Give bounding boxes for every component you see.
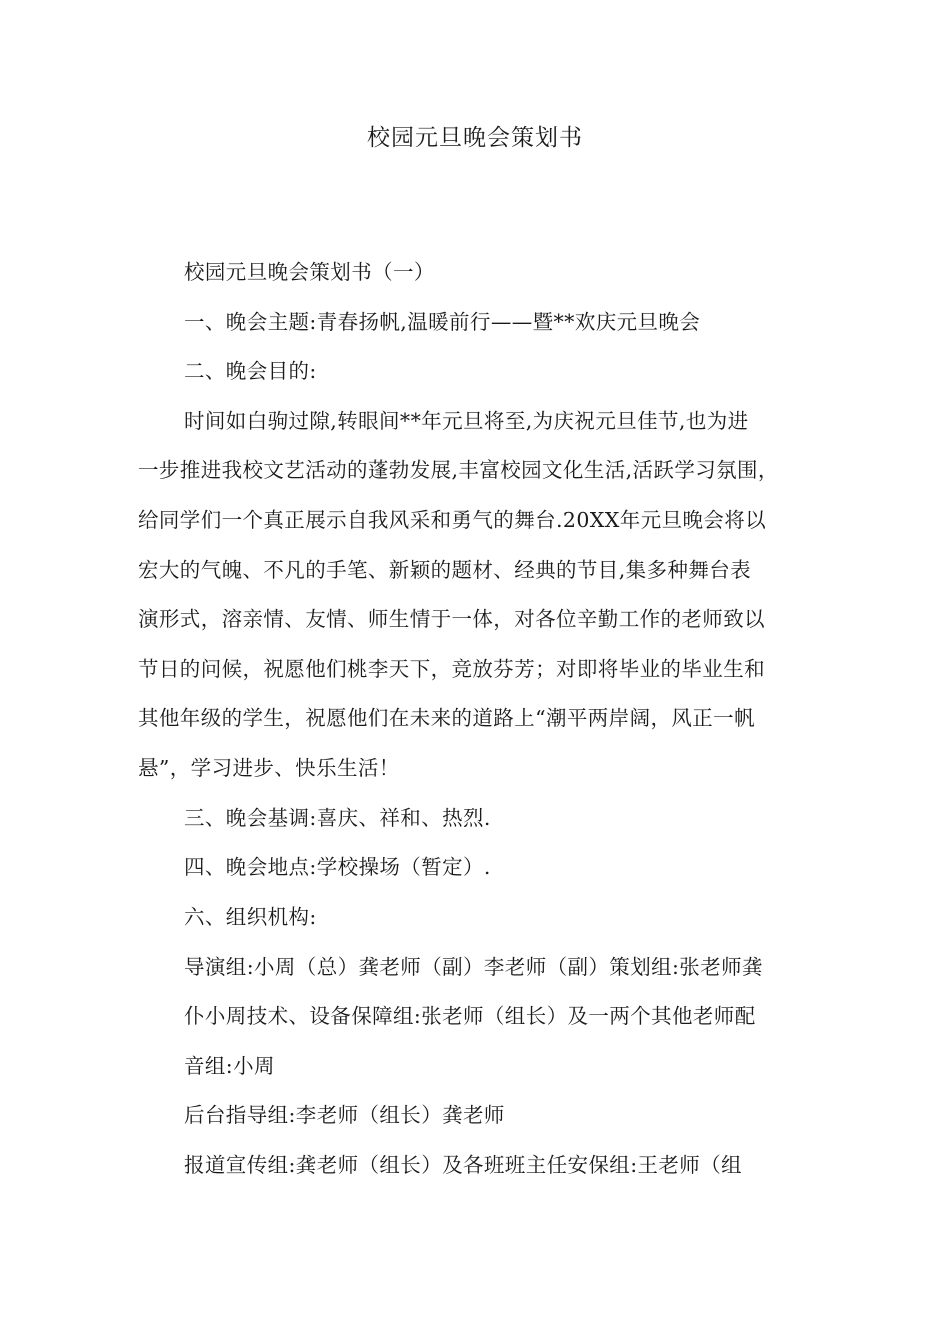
organization-heading: 六、组织机构: xyxy=(184,905,317,929)
paragraph-line: 给同学们一个真正展示自我风采和勇气的舞台.20XX年元旦晚会将以 xyxy=(138,508,767,532)
section-heading: 校园元旦晚会策划书（一） xyxy=(184,260,435,284)
paragraph-line: 悬”，学习进步、快乐生活！ xyxy=(138,756,400,780)
theme-line: 一、晚会主题:青春扬帆,温暖前行——暨**欢庆元旦晚会 xyxy=(184,310,701,334)
paragraph-line: 节日的问候，祝愿他们桃李天下，竞放芬芳；对即将毕业的毕业生和 xyxy=(138,657,765,681)
tone-line: 三、晚会基调:喜庆、祥和、热烈. xyxy=(184,806,491,830)
paragraph-line: 一步推进我校文艺活动的蓬勃发展,丰富校园文化生活,活跃学习氛围， xyxy=(138,458,779,482)
paragraph-line: 其他年级的学生，祝愿他们在未来的道路上“潮平两岸阔，风正一帆 xyxy=(138,706,755,730)
organization-line: 后台指导组:李老师（组长）龚老师 xyxy=(184,1103,505,1127)
purpose-heading: 二、晚会目的: xyxy=(184,359,317,383)
paragraph-line: 时间如白驹过隙,转眼间**年元旦将至,为庆祝元旦佳节,也为进 xyxy=(184,409,749,433)
organization-line: 报道宣传组:龚老师（组长）及各班班主任安保组:王老师（组 xyxy=(184,1153,743,1177)
location-line: 四、晚会地点:学校操场（暂定）. xyxy=(184,855,491,879)
organization-line: 音组:小周 xyxy=(184,1054,275,1078)
document-title: 校园元旦晚会策划书 xyxy=(367,125,583,151)
organization-line: 仆小周技术、设备保障组:张老师（组长）及一两个其他老师配 xyxy=(184,1004,756,1028)
paragraph-line: 宏大的气魄、不凡的手笔、新颖的题材、经典的节目,集多种舞台表 xyxy=(138,558,752,582)
organization-line: 导演组:小周（总）龚老师（副）李老师（副）策划组:张老师龚 xyxy=(184,955,763,979)
paragraph-line: 演形式，溶亲情、友情、师生情于一体，对各位辛勤工作的老师致以 xyxy=(138,607,765,631)
